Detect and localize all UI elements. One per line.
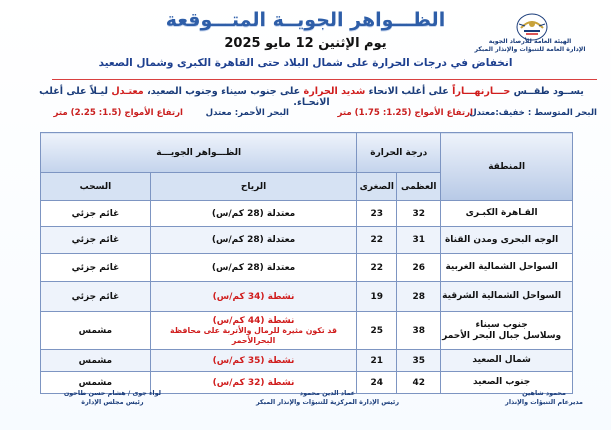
table-row: [41, 312, 573, 350]
weather-summary: [24, 86, 599, 108]
med-sea-state: البحر المتوسط : خفيف:معتدل: [469, 108, 597, 118]
region-line-1: جنوب سيناء: [475, 319, 528, 330]
summary-highlight-hot: حـــارنهـــاراً: [452, 86, 511, 97]
clouds-cell: غائم جزئي: [41, 254, 151, 282]
headline-underline: [52, 79, 597, 80]
summary-highlight-moderate: معتـدل: [111, 86, 144, 97]
max-temp-cell: 38: [397, 312, 441, 350]
wind-cell: معتدلة (28 كم/س): [150, 201, 357, 227]
summary-text-2: على أغلب الانحاء: [365, 86, 453, 97]
org-line-2: الإدارة العامة للتنبؤات والإنذار المبكر: [474, 46, 586, 53]
red-sea-state: البحر الأحمر: معتدل: [205, 108, 289, 118]
header-wind: الرياح: [150, 173, 357, 201]
header-min: الصغرى: [357, 173, 397, 201]
max-temp-cell: 28: [397, 282, 441, 312]
red-sea-waves: ارتفاع الأمواج (1.5: 2.25) متر: [53, 108, 183, 118]
min-temp-cell: 22: [357, 227, 397, 254]
organization-name: [455, 38, 605, 54]
forecast-date: يوم الإثنين 12 مايو 2025: [224, 36, 387, 51]
forecast-table: [40, 132, 573, 394]
region-cell: السواحل الشمالية الشرقية: [441, 282, 573, 312]
min-temp-cell: 24: [357, 372, 397, 394]
wind-cell: معتدلة (28 كم/س): [150, 227, 357, 254]
wind-cell: نشطة (35 كم/س): [150, 350, 357, 372]
max-temp-cell: 32: [397, 201, 441, 227]
signature-chairman: [64, 389, 161, 407]
signature-name: لواء جوى / هشام حسن طاحون: [63, 389, 161, 397]
signature-title: مديرعام التنبؤات والإنذار: [505, 398, 583, 406]
header-temperature: درجة الحرارة: [357, 133, 441, 173]
clouds-cell: غائم جزئي: [41, 282, 151, 312]
summary-text-1: يســود طقــس: [510, 86, 584, 97]
org-line-1: الهيئة العامة للأرصاد الجوية: [488, 38, 572, 45]
clouds-cell: غائم جزئي: [41, 201, 151, 227]
region-line-2: وسلاسل جبال البحر الأحمر: [442, 330, 562, 341]
header-phenomena: الظـــواهر الجويـــة: [41, 133, 357, 173]
wind-cell: [150, 312, 357, 350]
clouds-cell: غائم جزئي: [41, 227, 151, 254]
clouds-cell: مشمس: [41, 350, 151, 372]
wind-cell: نشطة (32 كم/س): [150, 372, 357, 394]
max-temp-cell: 31: [397, 227, 441, 254]
region-cell: جنوب الصعيد: [441, 372, 573, 394]
med-sea-waves: ارتفاع الأمواج (1.25: 1.75) متر: [337, 108, 473, 118]
min-temp-cell: 23: [357, 201, 397, 227]
min-temp-cell: 19: [357, 282, 397, 312]
table-row: [41, 254, 573, 282]
region-cell: شمال الصعيد: [441, 350, 573, 372]
signature-central-director: [256, 389, 399, 407]
headline: انخفاض في درجات الحرارة على شمال البلاد حتى القاهرة الكبرى وشمال الصعيد: [98, 57, 513, 69]
summary-text-4: ليـلاً على أغلب الانحـاء.: [39, 86, 330, 108]
region-cell: القـاهرة الكبـرى: [441, 201, 573, 227]
wind-cell: معتدلة (28 كم/س): [150, 254, 357, 282]
table-row: [41, 227, 573, 254]
max-temp-cell: 42: [397, 372, 441, 394]
header-max: العظمى: [397, 173, 441, 201]
table-row: [41, 350, 573, 372]
min-temp-cell: 25: [357, 312, 397, 350]
table-row: [41, 201, 573, 227]
clouds-cell: مشمس: [41, 372, 151, 394]
region-cell: الوجه البحرى ومدن القناة: [441, 227, 573, 254]
wind-line-2: قد تكون مثيرة للرمال والأتربة على محافظة البحرالأحمر: [170, 325, 338, 345]
signature-name: محمود شاهين: [522, 389, 566, 397]
header-clouds: السحب: [41, 173, 151, 201]
wind-cell: نشطة (34 كم/س): [150, 282, 357, 312]
region-cell: [441, 312, 573, 350]
summary-highlight-very-hot: شديد الحرارة: [303, 86, 366, 97]
max-temp-cell: 35: [397, 350, 441, 372]
min-temp-cell: 21: [357, 350, 397, 372]
wind-line-1: نشطة (44 كم/س): [212, 315, 295, 326]
signature-name: عماد الدين محمود: [299, 389, 356, 397]
max-temp-cell: 26: [397, 254, 441, 282]
signature-forecast-director: [505, 389, 583, 407]
header-region: المنطقة: [441, 133, 573, 201]
signature-title: رئيس الإدارة المركزية للتنبؤات والإنذار المبكر: [255, 398, 399, 406]
table-row: [41, 282, 573, 312]
min-temp-cell: 22: [357, 254, 397, 282]
clouds-cell: مشمس: [41, 312, 151, 350]
summary-text-3: على جنوب سيناء وجنوب الصعيد،: [143, 86, 304, 97]
region-cell: السواحل الشمالية الغربية: [441, 254, 573, 282]
page-title: الظـــواهر الجويــة المتـــوقعة: [165, 9, 446, 31]
signature-title: رئيس مجلس الإدارة: [81, 398, 144, 406]
